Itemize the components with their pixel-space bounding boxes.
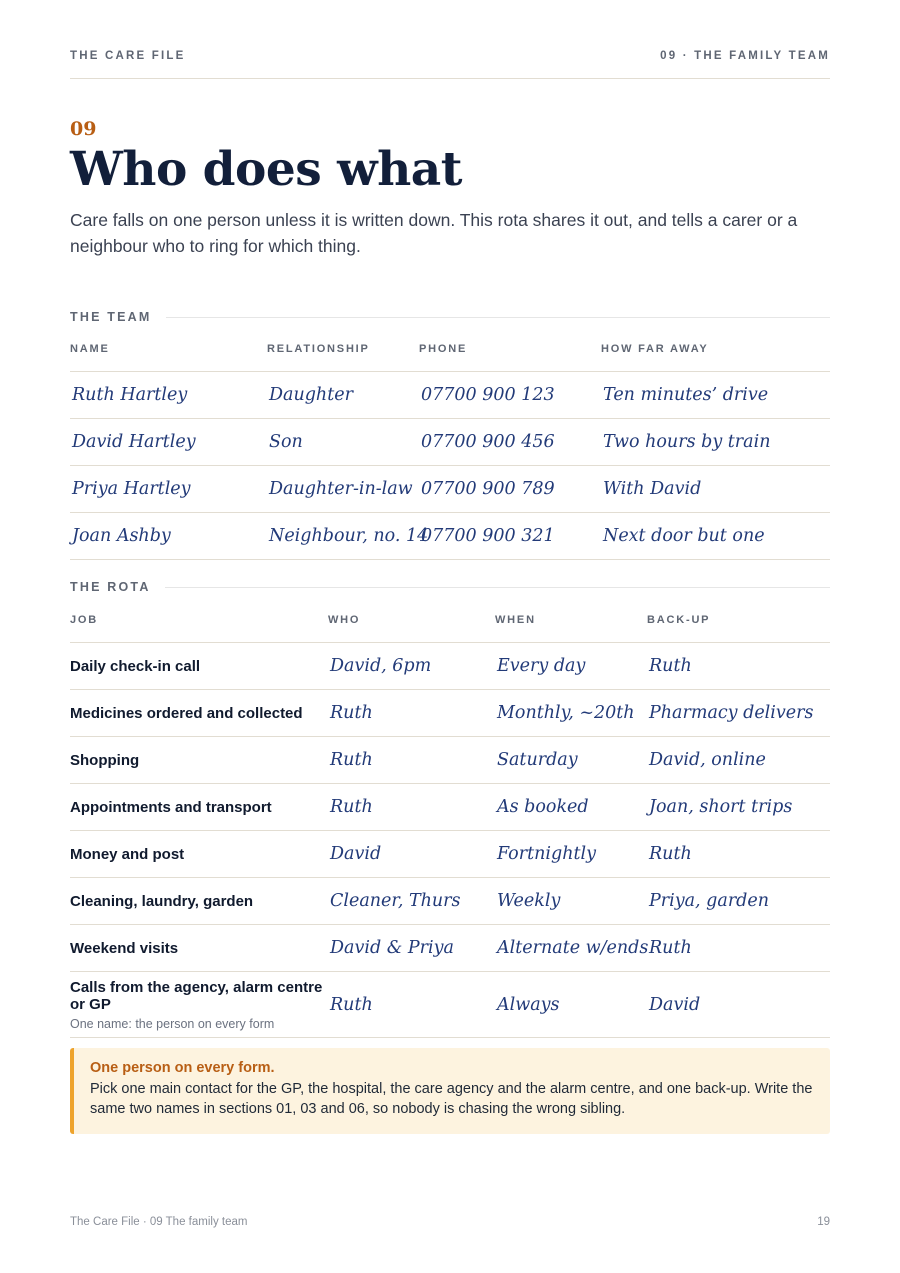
rota-backup: Ruth: [647, 925, 830, 972]
rota-who: David, 6pm: [328, 643, 495, 690]
team-row: [70, 419, 830, 466]
running-header-right: 09 · THE FAMILY TEAM: [660, 50, 830, 62]
callout-body: Pick one main contact for the GP, the hospital, the care agency and the alarm centre, and one back-up. Write the same two names in sections 01, 03 and 06, so nobody is chasing the wrong sibling.: [90, 1081, 813, 1117]
rota-col-backup: BACK-UP: [647, 611, 830, 643]
rota-header-row: [70, 611, 830, 643]
rota-table: [70, 611, 830, 1038]
team-row: [70, 466, 830, 513]
rota-who: Cleaner, Thurs: [328, 878, 495, 925]
rota-who: David: [328, 831, 495, 878]
page-footer: [70, 1216, 830, 1228]
team-table: [70, 340, 830, 560]
rota-who: David & Priya: [328, 925, 495, 972]
rota-job: Calls from the agency, alarm centre or GP: [70, 978, 323, 1013]
rota-when: Alternate w/ends: [495, 925, 647, 972]
team-distance: Next door but one: [601, 513, 830, 560]
rota-section-title: THE ROTA: [70, 580, 151, 594]
rota-who: Ruth: [328, 737, 495, 784]
callout-title: One person on every form.: [90, 1060, 275, 1076]
rota-job: Money and post: [70, 831, 328, 878]
rota-when: Monthly, ~20th: [495, 690, 647, 737]
rota-col-who: WHO: [328, 611, 495, 643]
running-header: [70, 50, 830, 62]
rota-col-job: JOB: [70, 611, 328, 643]
team-relationship: Neighbour, no. 14: [267, 513, 419, 560]
rota-row: [70, 690, 830, 737]
rota-row: [70, 972, 830, 1038]
team-phone: 07700 900 123: [419, 372, 601, 419]
rota-col-when: WHEN: [495, 611, 647, 643]
rota-job-cell: [70, 972, 328, 1038]
team-section-rule: [166, 317, 831, 318]
team-section-title: THE TEAM: [70, 310, 152, 324]
rota-job: Daily check-in call: [70, 643, 328, 690]
rota-job: Cleaning, laundry, garden: [70, 878, 328, 925]
rota-row: [70, 643, 830, 690]
page-title: Who does what: [70, 142, 462, 197]
team-name: Priya Hartley: [70, 466, 267, 513]
rota-who: Ruth: [328, 784, 495, 831]
team-name: Joan Ashby: [70, 513, 267, 560]
team-section-label: [70, 310, 830, 324]
team-row: [70, 372, 830, 419]
team-name: Ruth Hartley: [70, 372, 267, 419]
team-phone: 07700 900 456: [419, 419, 601, 466]
team-col-name: NAME: [70, 340, 267, 372]
team-phone: 07700 900 321: [419, 513, 601, 560]
rota-job: Medicines ordered and collected: [70, 690, 328, 737]
team-distance: With David: [601, 466, 830, 513]
callout-box: [70, 1048, 830, 1134]
rota-who: Ruth: [328, 972, 495, 1038]
rota-when: Saturday: [495, 737, 647, 784]
rota-job: Shopping: [70, 737, 328, 784]
rota-row: [70, 784, 830, 831]
rota-backup: Pharmacy delivers: [647, 690, 830, 737]
rota-row: [70, 831, 830, 878]
team-header-row: [70, 340, 830, 372]
rota-when: Weekly: [495, 878, 647, 925]
team-distance: Two hours by train: [601, 419, 830, 466]
rota-job: Appointments and transport: [70, 784, 328, 831]
rota-section-label: [70, 580, 830, 594]
rota-row: [70, 737, 830, 784]
team-col-relationship: RELATIONSHIP: [267, 340, 419, 372]
team-relationship: Daughter-in-law: [267, 466, 419, 513]
team-phone: 07700 900 789: [419, 466, 601, 513]
rota-backup: Ruth: [647, 831, 830, 878]
team-name: David Hartley: [70, 419, 267, 466]
page-number: 19: [817, 1216, 830, 1228]
rota-backup: David, online: [647, 737, 830, 784]
rota-when: Every day: [495, 643, 647, 690]
page: [70, 0, 830, 1273]
rota-backup: David: [647, 972, 830, 1038]
rota-backup: Ruth: [647, 643, 830, 690]
rota-section-rule: [165, 587, 830, 588]
team-distance: Ten minutes’ drive: [601, 372, 830, 419]
rota-when: Always: [495, 972, 647, 1038]
rota-when: As booked: [495, 784, 647, 831]
team-col-phone: PHONE: [419, 340, 601, 372]
rota-backup: Priya, garden: [647, 878, 830, 925]
team-row: [70, 513, 830, 560]
rota-backup: Joan, short trips: [647, 784, 830, 831]
rota-when: Fortnightly: [495, 831, 647, 878]
team-relationship: Daughter: [267, 372, 419, 419]
rota-job-note: One name: the person on every form: [70, 1016, 275, 1031]
team-col-distance: HOW FAR AWAY: [601, 340, 830, 372]
section-intro: Care falls on one person unless it is written down. This rota shares it out, and tells a carer or a neighbour who to ring for which thing.: [70, 210, 798, 256]
rota-job: Weekend visits: [70, 925, 328, 972]
section-number: 09: [70, 118, 97, 140]
footer-title: The Care File · 09 The family team: [70, 1216, 248, 1228]
running-header-left: THE CARE FILE: [70, 50, 186, 62]
rota-who: Ruth: [328, 690, 495, 737]
team-relationship: Son: [267, 419, 419, 466]
header-divider: [70, 78, 830, 79]
rota-row: [70, 925, 830, 972]
rota-row: [70, 878, 830, 925]
